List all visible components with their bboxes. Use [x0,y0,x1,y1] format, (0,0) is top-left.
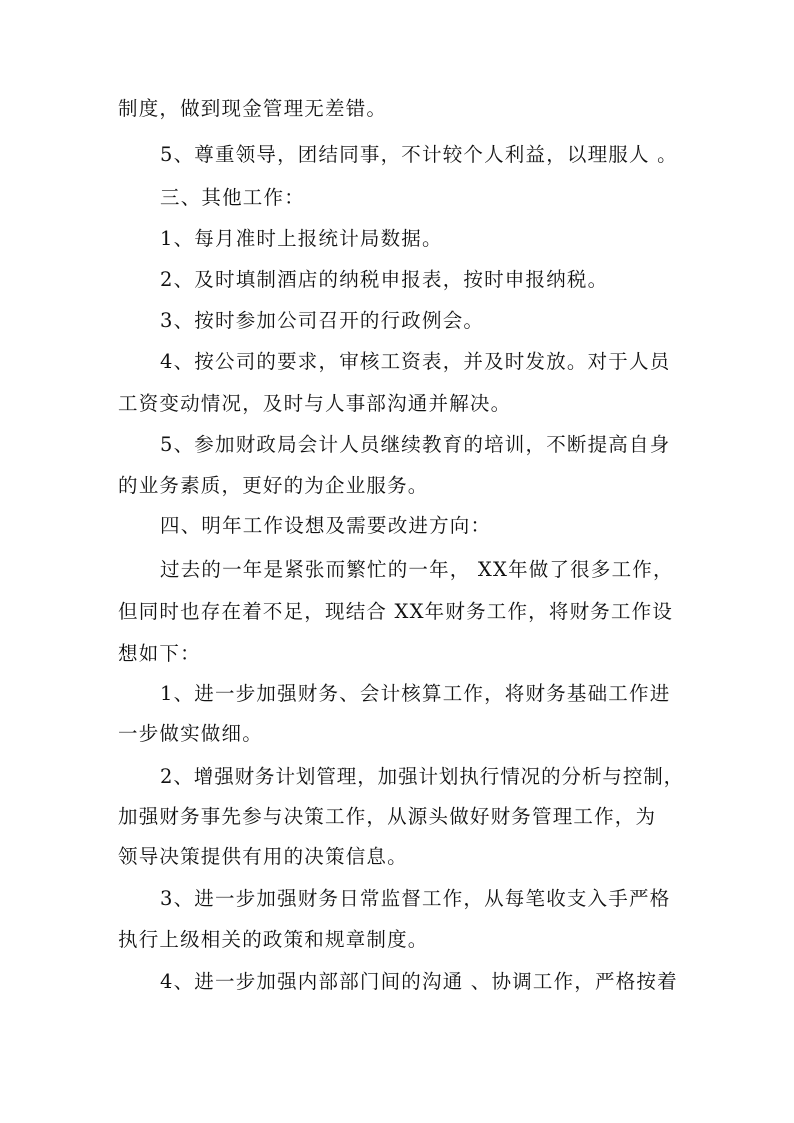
text-line: 过去的一年是紧张而繁忙的一年， XX年做了很多工作， [160,558,674,581]
text-line: 领导决策提供有用的决策信息。 [118,845,408,868]
text-line: 2、增强财务计划管理，加强计划执行情况的分析与控制， [160,765,685,788]
text-line: 工资变动情况，及时与人事部沟通并解决。 [118,392,512,415]
text-line: 制度，做到现金管理无差错。 [118,97,388,120]
text-line: 5、尊重领导，团结同事，不计较个人利益，以理服人 。 [160,143,678,166]
section-heading: 四、明年工作设想及需要改进方向： [160,514,492,537]
text-line: 3、按时参加公司召开的行政例会。 [160,309,485,332]
text-line: 一步做实做细。 [118,722,263,745]
section-heading: 三、其他工作： [160,186,305,209]
text-line: 执行上级相关的政策和规章制度。 [118,928,429,951]
text-line: 但同时也存在着不足，现结合 XX年财务工作，将财务工作设 [118,600,674,623]
text-line: 4、进一步加强内部部门间的沟通 、协调工作，严格按着 [160,970,678,993]
text-line: 想如下： [118,642,201,665]
text-line: 3、进一步加强财务日常监督工作，从每笔收支入手严格 [160,887,671,910]
text-line: 1、每月准时上报统计局数据。 [160,227,443,250]
text-line: 1、进一步加强财务、会计核算工作，将财务基础工作进 [160,682,671,705]
text-line: 5、参加财政局会计人员继续教育的培训，不断提高自身 [160,433,671,456]
text-line: 的业务素质，更好的为企业服务。 [118,474,429,497]
text-line: 4、按公司的要求，审核工资表，并及时发放。对于人员 [160,350,671,373]
text-line: 加强财务事先参与决策工作，从源头做好财务管理工作，为 [118,805,657,828]
text-line: 2、及时填制酒店的纳税申报表，按时申报纳税。 [160,268,609,291]
